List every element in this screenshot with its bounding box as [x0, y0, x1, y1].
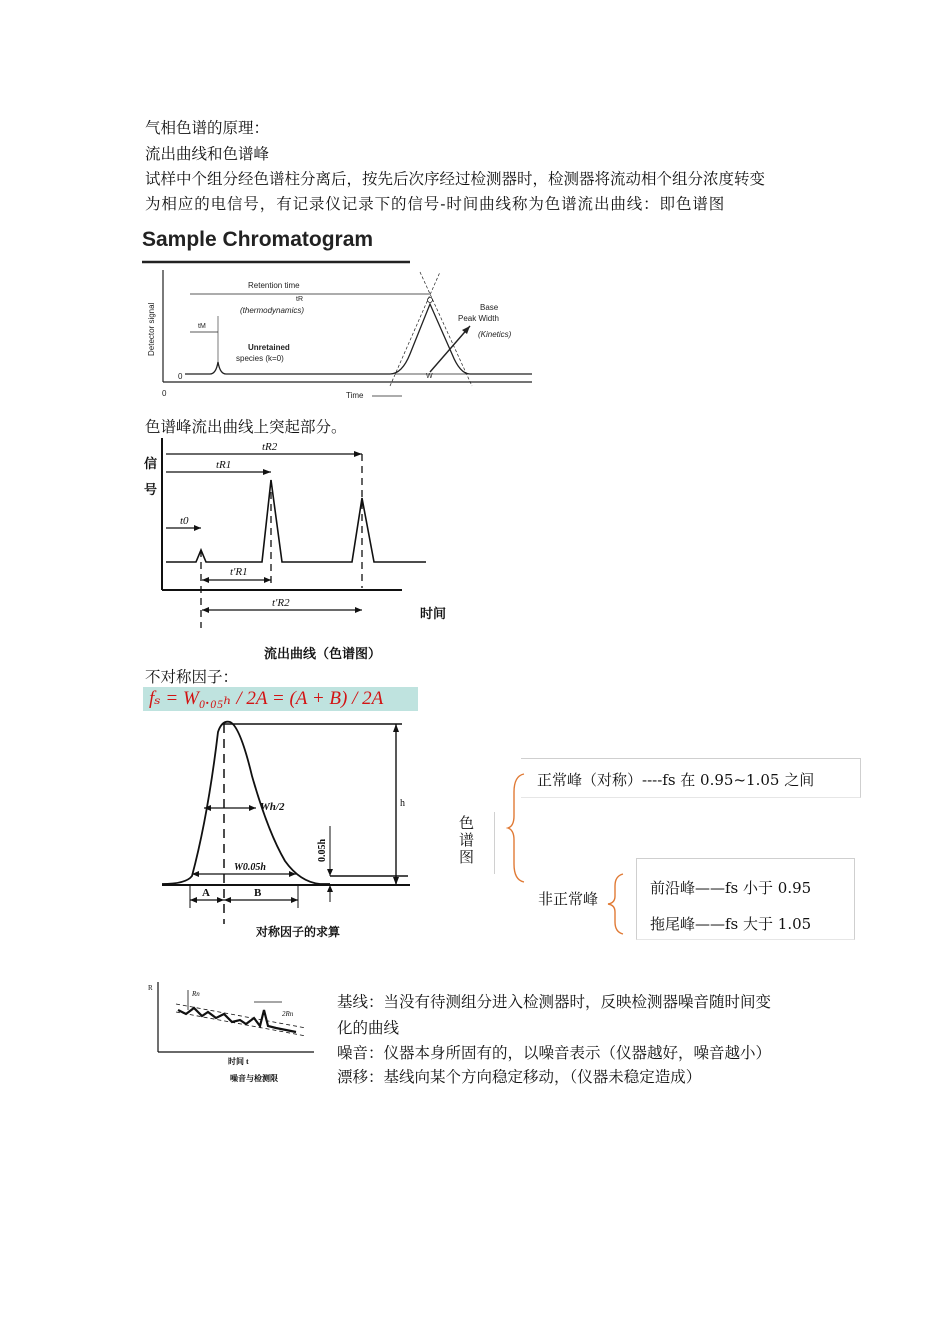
- t0-label: t0: [180, 515, 189, 527]
- kinetics-label: (Kinetics): [478, 330, 512, 339]
- peak-definition: 色谱峰流出曲线上突起部分。: [145, 418, 347, 436]
- drift-definition: 漂移：基线向某个方向稳定移动，（仪器未稳定造成）: [337, 1068, 702, 1086]
- signal-label-1: 信: [144, 456, 158, 471]
- paragraph-line-1: 试样中个组分经色谱柱分离后，按先后次序经过检测器时，检测器将流动相个组分浓度转变: [145, 170, 766, 188]
- figure1-ylabel: Detector signal: [147, 302, 156, 356]
- tr2-prime-label: t'R2: [272, 597, 290, 609]
- section-subtitle: 流出曲线和色谱峰: [145, 145, 270, 163]
- noise-definition: 噪音：仪器本身所固有的，以噪音表示（仪器越好，噪音越小）: [337, 1044, 772, 1062]
- classification-root: 色谱图: [459, 814, 475, 866]
- normal-peak-box: [521, 758, 861, 798]
- noise-ylabel: R: [148, 984, 153, 992]
- height-005-label: 0.05h: [317, 838, 328, 862]
- baseline-definition-cont: 化的曲线: [337, 1019, 400, 1037]
- unretained-species-label: species (k=0): [236, 354, 284, 363]
- sample-chromatogram-figure: [140, 224, 550, 404]
- baseline-definition: 基线：当没有待测组分进入检测器时，反映检测器噪音随时间变: [337, 993, 772, 1011]
- abnormal-peak-box: [636, 858, 855, 940]
- base-label: Base: [480, 303, 499, 312]
- rn-label: Rn: [192, 990, 200, 998]
- asymmetry-formula: fₛ = W₀.₀₅ₕ / 2A = (A + B) / 2A: [149, 688, 384, 709]
- unretained-label: Unretained: [248, 343, 290, 352]
- tr2-label: tR2: [262, 441, 278, 453]
- root-divider: [494, 812, 495, 874]
- tr1-label: tR1: [216, 459, 232, 471]
- figure2-caption: 流出曲线（色谱图）: [264, 646, 382, 661]
- width-005-label: W0.05h: [234, 862, 266, 873]
- figure1-zero-y: 0: [178, 372, 183, 381]
- page-title: 气相色谱的原理：: [145, 119, 270, 137]
- tailing-peak-label: 拖尾峰——fs 大于 1.05: [650, 915, 812, 933]
- asymmetry-factor-figure: [160, 716, 420, 942]
- figure1-time-label: Time: [346, 391, 364, 400]
- height-label: h: [400, 798, 405, 809]
- normal-peak-label: 正常峰（对称）----fs 在 0.95~1.05 之间: [537, 771, 815, 789]
- figure3-caption: 对称因子的求算: [256, 925, 341, 939]
- base-w-label: W: [426, 373, 433, 380]
- elution-curve-figure: [140, 438, 510, 664]
- thermodynamics-label: (thermodynamics): [240, 306, 305, 315]
- a-label: A: [202, 887, 210, 899]
- half-width-label: Wh/2: [260, 801, 285, 813]
- signal-label-2: 号: [144, 482, 158, 497]
- asymmetry-factor-label: 不对称因子：: [145, 668, 239, 686]
- tr-label: tR: [296, 296, 303, 303]
- paragraph-line-2: 为相应的电信号，有记录仪记录下的信号-时间曲线称为色谱流出曲线：即色谱图: [145, 195, 726, 213]
- fronting-peak-label: 前沿峰——fs 小于 0.95: [650, 879, 812, 897]
- tr1-prime-label: t'R1: [230, 566, 248, 578]
- small-brace-icon: [605, 872, 629, 936]
- b-label: B: [254, 887, 262, 899]
- formula-box: [143, 687, 418, 711]
- retention-time-label: Retention time: [248, 281, 300, 290]
- noise-figure: [146, 980, 316, 1090]
- figure1-title: Sample Chromatogram: [142, 228, 374, 251]
- tm-label: tM: [198, 323, 206, 330]
- peak-width-label: Peak Width: [458, 314, 499, 323]
- noise-xlabel: 时间 t: [228, 1057, 249, 1066]
- figure1-zero-x: 0: [162, 389, 167, 398]
- time-axis-label: 时间: [420, 606, 447, 621]
- rn2-label: 2Rn: [282, 1010, 294, 1018]
- noise-caption: 噪音与检测限: [230, 1074, 278, 1083]
- abnormal-peak-label: 非正常峰: [538, 890, 599, 908]
